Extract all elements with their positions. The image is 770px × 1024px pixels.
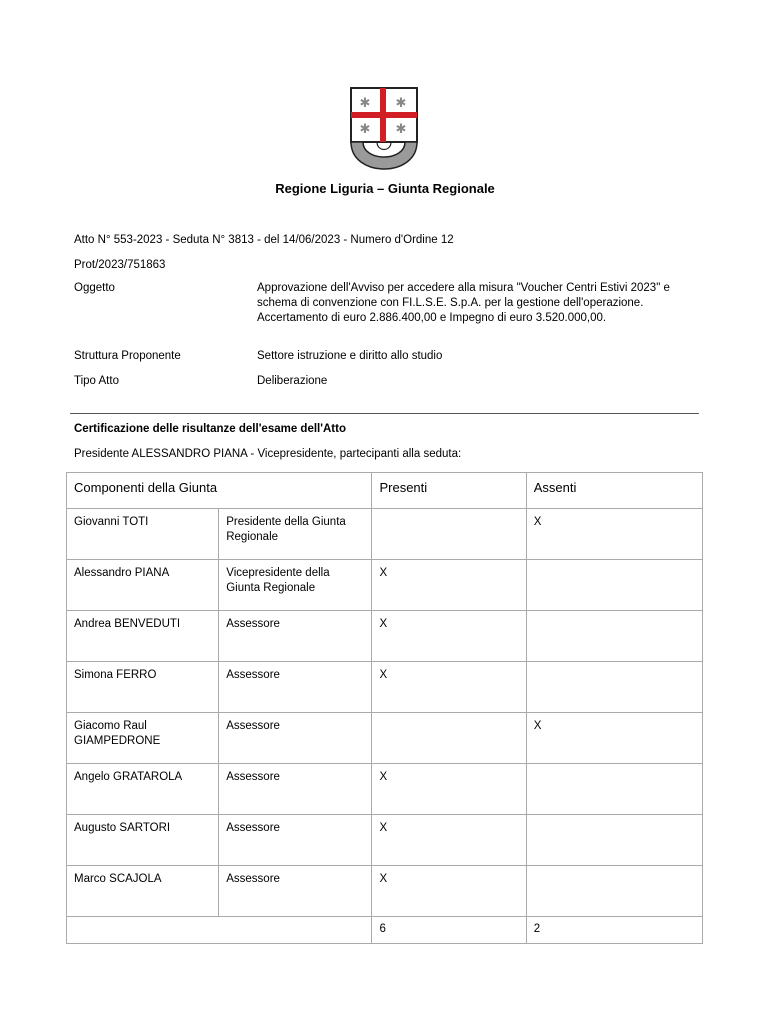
member-role: Presidente della Giunta Regionale [219, 509, 372, 560]
member-role: Assessore [219, 611, 372, 662]
tipo-atto-value: Deliberazione [257, 375, 328, 387]
table-row [67, 509, 703, 560]
table-row [67, 611, 703, 662]
table-row [67, 815, 703, 866]
divider [70, 413, 699, 414]
presente-cell [372, 509, 526, 560]
svg-text:✱: ✱ [359, 122, 371, 137]
total-assenti: 2 [526, 917, 702, 944]
member-name: Giovanni TOTI [67, 509, 219, 560]
member-role: Assessore [219, 815, 372, 866]
assente-cell [526, 866, 702, 917]
table-row [67, 662, 703, 713]
member-name: Giacomo Raul GIAMPEDRONE [67, 713, 219, 764]
member-role: Assessore [219, 662, 372, 713]
presente-cell: X [372, 764, 526, 815]
presente-cell: X [372, 866, 526, 917]
svg-text:✱: ✱ [359, 96, 371, 111]
assente-cell [526, 815, 702, 866]
assente-cell [526, 764, 702, 815]
table-row [67, 764, 703, 815]
atto-line: Atto N° 553-2023 - Seduta N° 3813 - del 14/06/2023 - Numero d'Ordine 12 [74, 234, 454, 246]
totals-row [67, 917, 703, 944]
presente-cell: X [372, 815, 526, 866]
prot-number: Prot/2023/751863 [74, 259, 166, 271]
member-role: Assessore [219, 866, 372, 917]
member-name: Augusto SARTORI [67, 815, 219, 866]
regione-liguria-logo [347, 86, 421, 172]
assente-cell: X [526, 713, 702, 764]
struttura-value: Settore istruzione e diritto allo studio [257, 350, 443, 362]
totals-label-cell [67, 917, 372, 944]
header-componenti: Componenti della Giunta [67, 473, 372, 509]
member-role: Assessore [219, 713, 372, 764]
table-header-row [67, 473, 703, 509]
presente-cell: X [372, 662, 526, 713]
member-name: Andrea BENVEDUTI [67, 611, 219, 662]
assente-cell [526, 611, 702, 662]
assente-cell [526, 560, 702, 611]
oggetto-label: Oggetto [74, 282, 115, 294]
assente-cell [526, 662, 702, 713]
tipo-atto-label: Tipo Atto [74, 375, 119, 387]
struttura-label: Struttura Proponente [74, 350, 181, 362]
svg-text:✱: ✱ [395, 122, 407, 137]
member-name: Simona FERRO [67, 662, 219, 713]
page-title: Regione Liguria – Giunta Regionale [275, 181, 495, 196]
header-assenti: Assenti [526, 473, 702, 509]
member-name: Alessandro PIANA [67, 560, 219, 611]
presente-cell: X [372, 560, 526, 611]
member-name: Angelo GRATAROLA [67, 764, 219, 815]
giunta-table [66, 472, 703, 944]
total-presenti: 6 [372, 917, 526, 944]
presente-cell: X [372, 611, 526, 662]
member-name: Marco SCAJOLA [67, 866, 219, 917]
member-role: Assessore [219, 764, 372, 815]
table-row [67, 560, 703, 611]
presente-cell [372, 713, 526, 764]
table-row [67, 713, 703, 764]
header-presenti: Presenti [372, 473, 526, 509]
presidente-line: Presidente ALESSANDRO PIANA - Vicepresidente, partecipanti alla seduta: [74, 448, 462, 460]
oggetto-value: Approvazione dell'Avviso per accedere alla misura "Voucher Centri Estivi 2023" e schema di convenzione con FI.L.S.E. S.p.A. per la gestione dell'operazione. Accertamento di euro 2.886.400,00 e Impegno di euro 3.520.000,00. [257, 282, 670, 324]
member-role: Vicepresidente della Giunta Regionale [219, 560, 372, 611]
certificazione-title: Certificazione delle risultanze dell'esame dell'Atto [74, 423, 346, 435]
table-row [67, 866, 703, 917]
svg-text:✱: ✱ [395, 96, 407, 111]
assente-cell: X [526, 509, 702, 560]
